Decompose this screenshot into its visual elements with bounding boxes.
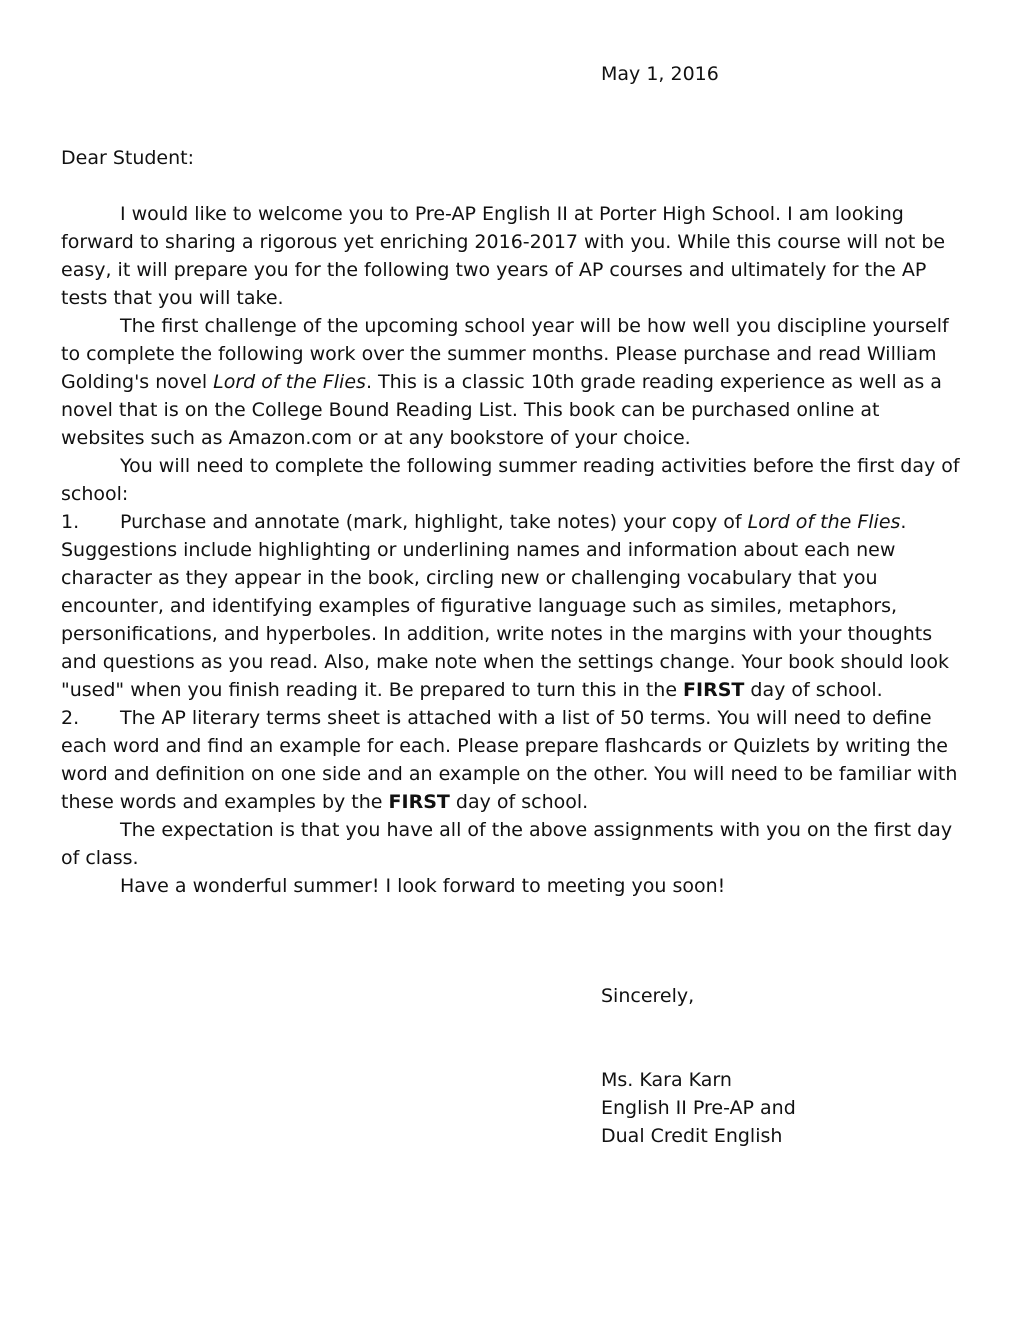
item2-text-end: day of school. (449, 791, 589, 813)
item1-text-start: Purchase and annotate (mark, highlight, take notes) your copy of (120, 511, 748, 533)
list-item (61, 704, 961, 816)
signer-title: English II Pre-AP and (601, 1097, 796, 1119)
list-item-number: 2. (61, 707, 80, 729)
list-item-number: 1. (61, 511, 80, 533)
signer-name: Ms. Kara Karn (601, 1069, 732, 1091)
signature-block (601, 1066, 796, 1150)
emphasis-first: FIRST (683, 679, 745, 701)
welcome-paragraph: I would like to welcome you to Pre-AP English II at Porter High School. I am looking forward to sharing a rigorous yet enriching 2016-2017 with you. While this course will not be easy, it will prepare you for the following two years of AP courses and ultimately for the AP tests that you will take. (61, 203, 946, 309)
signer-title: Dual Credit English (601, 1125, 783, 1147)
challenge-text-end: . This is a classic 10th grade reading experience as well as a novel that is on the College Bound Reading List. This book can be purchased online at websites such as Amazon.com or at any bookstore of your choice. (61, 371, 942, 449)
letter-body (61, 200, 961, 900)
emphasis-first: FIRST (388, 791, 450, 813)
expectation-paragraph: The expectation is that you have all of the above assignments with you on the first day of class. (61, 819, 953, 869)
list-item (61, 508, 961, 704)
item1-text-end: day of school. (744, 679, 883, 701)
closing: Sincerely, (601, 985, 695, 1007)
challenge-text-start: The first challenge of the upcoming school year will be how well you discipline yourself to complete the following work over the summer months. Please purchase and read William Golding's novel (61, 315, 949, 393)
book-title: Lord of the Flies (213, 371, 366, 393)
challenge-paragraph (61, 312, 961, 452)
farewell-paragraph: Have a wonderful summer! I look forward to meeting you soon! (120, 875, 726, 897)
salutation: Dear Student: (61, 147, 195, 169)
activities-intro-paragraph: You will need to complete the following summer reading activities before the first day of school: (61, 455, 960, 505)
item1-text-middle: . Suggestions include highlighting or underlining names and information about each new character as they appear in the book, circling new or challenging vocabulary that you encounter, and identifying examples of figurative language such as similes, metaphors, personifications, and hyperboles. In addition, write notes in the margins with your thoughts and questions as you read. Also, make note when the settings change. Your book should look "used" when you finish reading it. Be prepared to turn this in the (61, 511, 949, 701)
letter-date: May 1, 2016 (601, 63, 719, 85)
item2-text-start: The AP literary terms sheet is attached with a list of 50 terms. You will need to define each word and find an example for each. Please prepare flashcards or Quizlets by writing the word and definition on one side and an example on the other. You will need to be familiar with these words and examples by the (61, 707, 958, 813)
book-title: Lord of the Flies (747, 511, 901, 533)
